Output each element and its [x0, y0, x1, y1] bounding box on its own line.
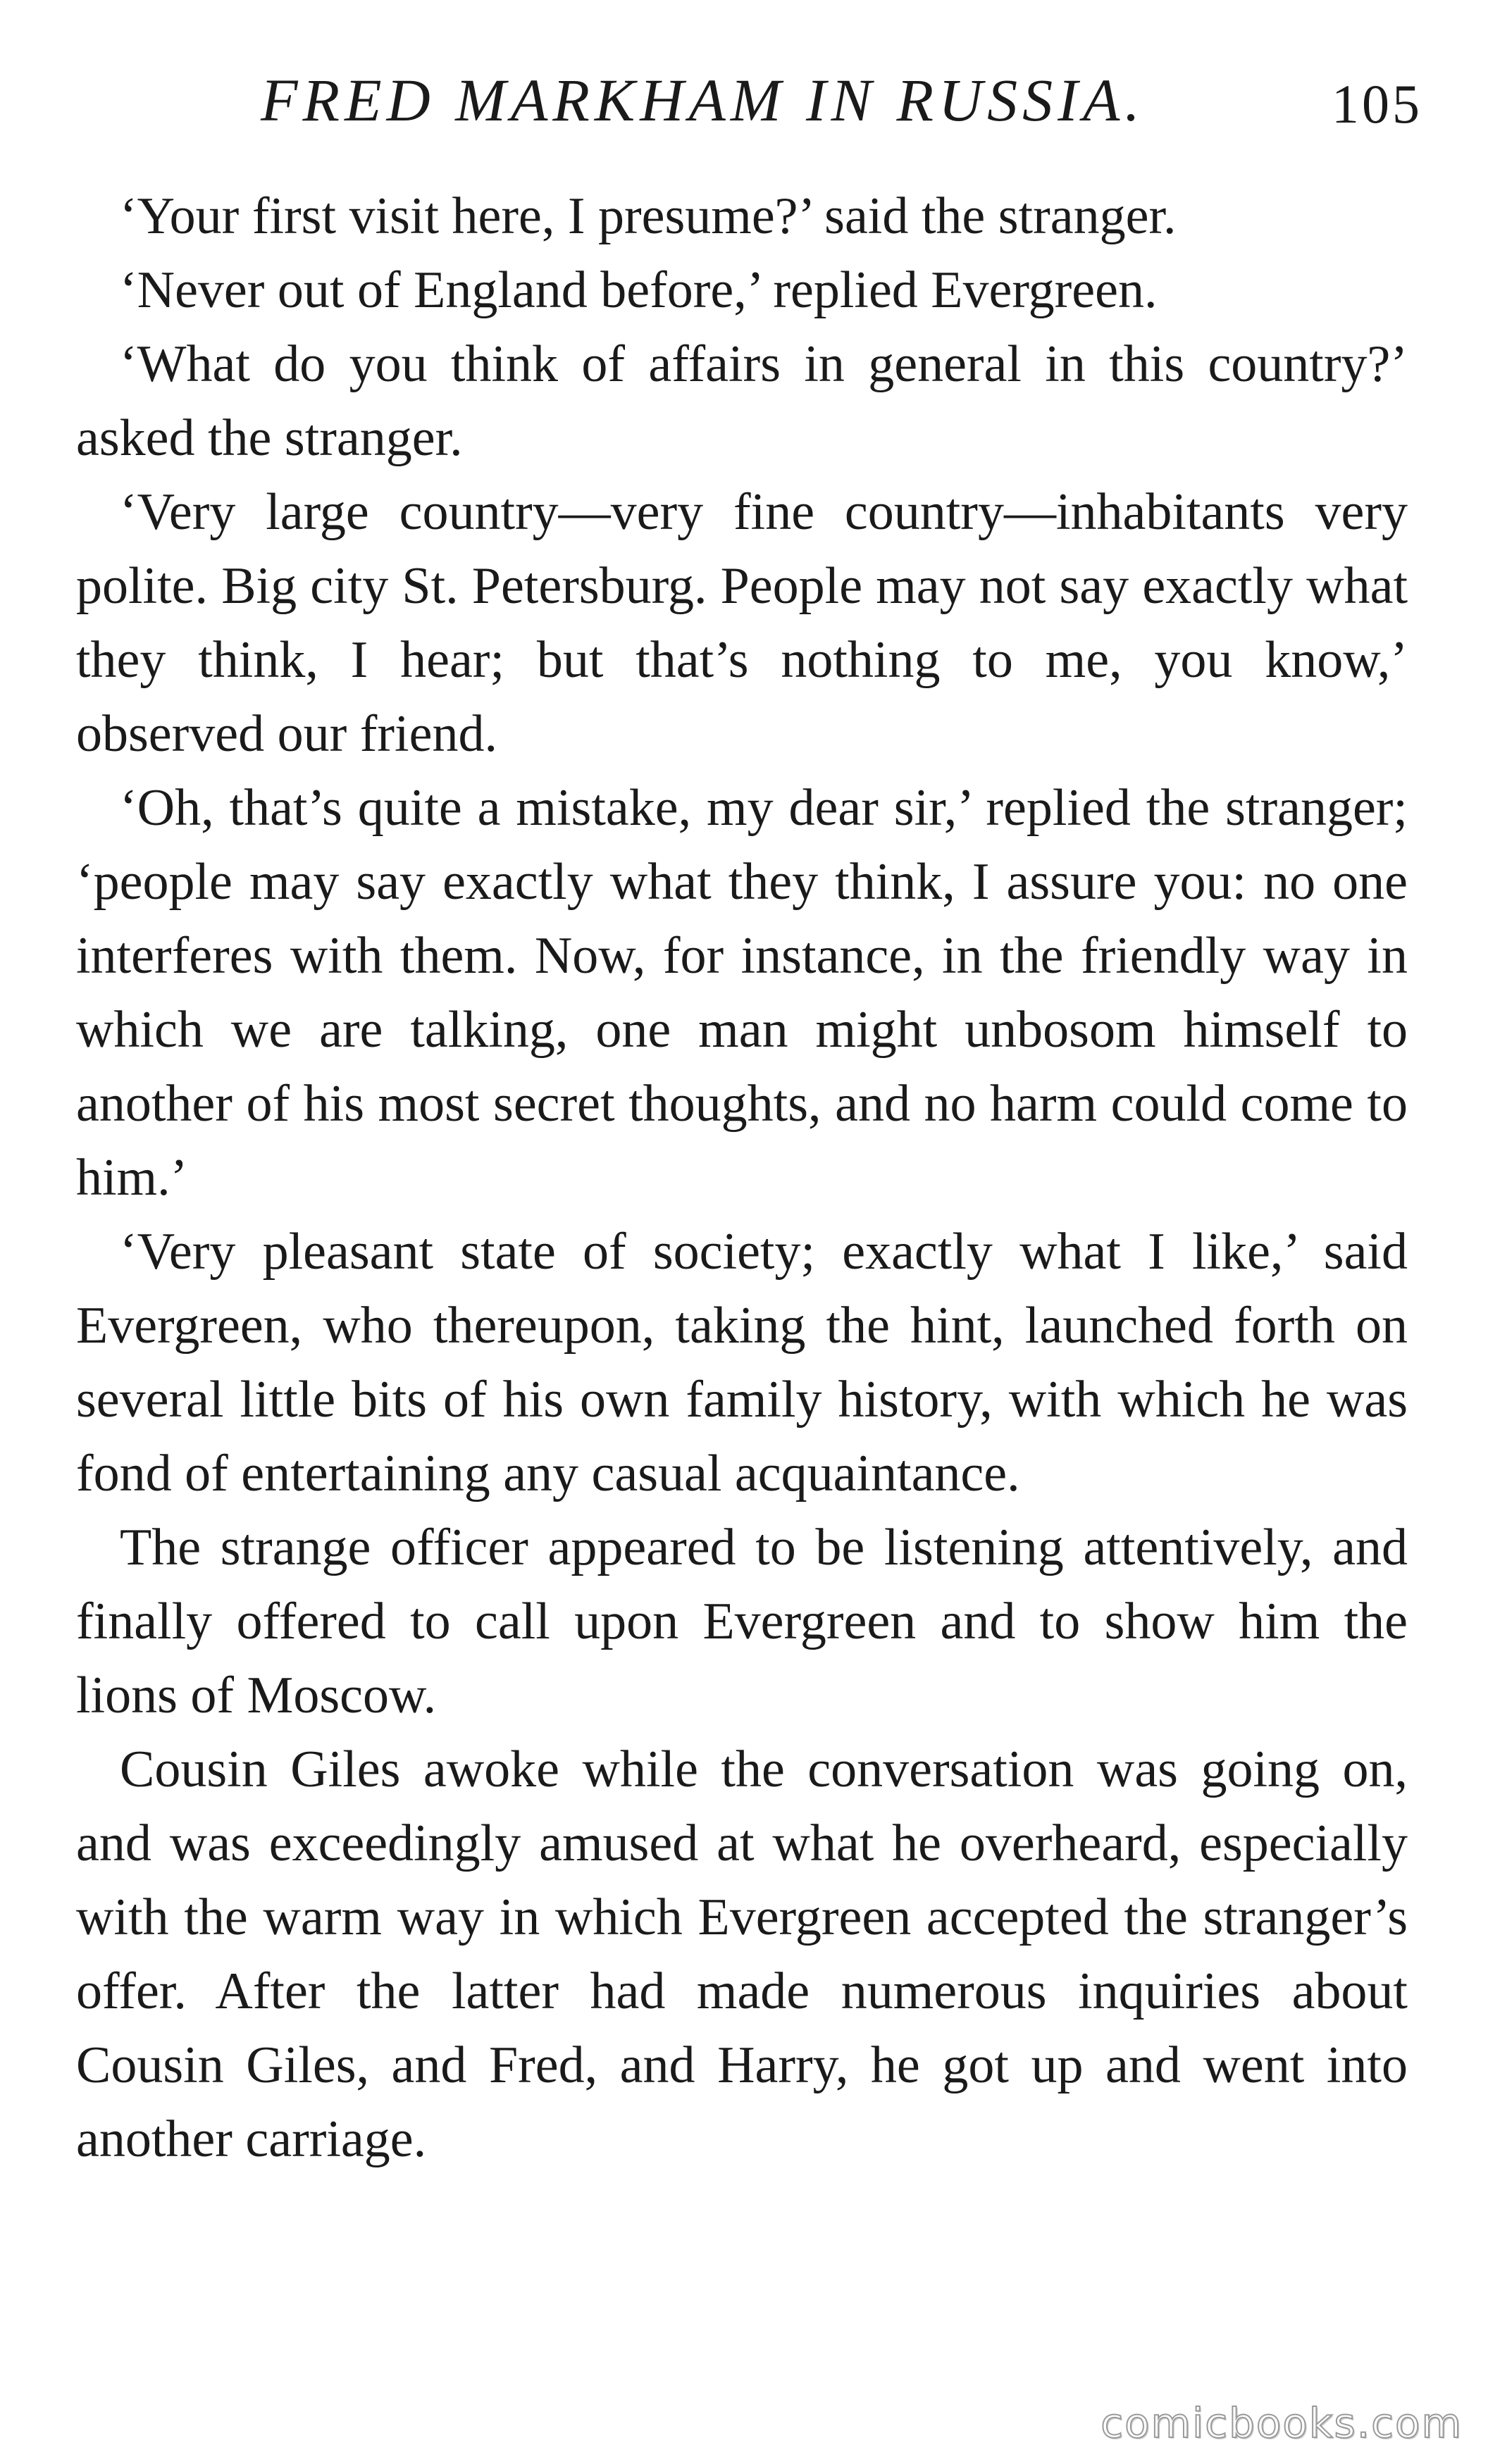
page-number: 105 [1332, 73, 1422, 135]
paragraph: ‘What do you think of affairs in general in this country?’ asked the stranger. [76, 335, 1408, 467]
paragraph: ‘Very pleasant state of society; exactly what I like,’ said Evergreen, who thereupon, taking the hint, launched forth on several little bits of his own family history, with which he was fond of entertaining any casual acquaintance. [76, 1223, 1408, 1502]
paragraph: The strange officer appeared to be listening attentively, and finally offered to call upon Evergreen and to show him the lions of Moscow. [76, 1519, 1408, 1724]
body-text [76, 180, 1408, 2177]
paragraph: ‘Oh, that’s quite a mistake, my dear sir,’ replied the stranger; ‘people may say exactly what they think, I assure you: no one interferes with them. Now, for instance, in the friendly way in which we are talking, one man might unbosom himself to another of his most secret thoughts, and no harm could come to him.’ [76, 779, 1408, 1207]
paragraph: ‘Never out of England before,’ replied Evergreen. [120, 261, 1158, 319]
paragraph: Cousin Giles awoke while the conversation was going on, and was exceedingly amused at what he overheard, especially with the warm way in which Evergreen accepted the stranger’s offer. After the latter had made numerous inquiries about Cousin Giles, and Fred, and Harry, he got up and went into another carriage. [76, 1741, 1408, 2168]
page-header [261, 65, 1423, 135]
watermark: comicbooks.com [1100, 2399, 1463, 2447]
running-title: FRED MARKHAM IN RUSSIA. [261, 66, 1145, 134]
paragraph: ‘Your first visit here, I presume?’ said the stranger. [120, 187, 1177, 245]
paragraph: ‘Very large country—very fine country—inhabitants very polite. Big city St. Petersburg. People may not say exactly what they think, I hear; but that’s nothing to me, you know,’ observed our friend. [76, 483, 1408, 763]
